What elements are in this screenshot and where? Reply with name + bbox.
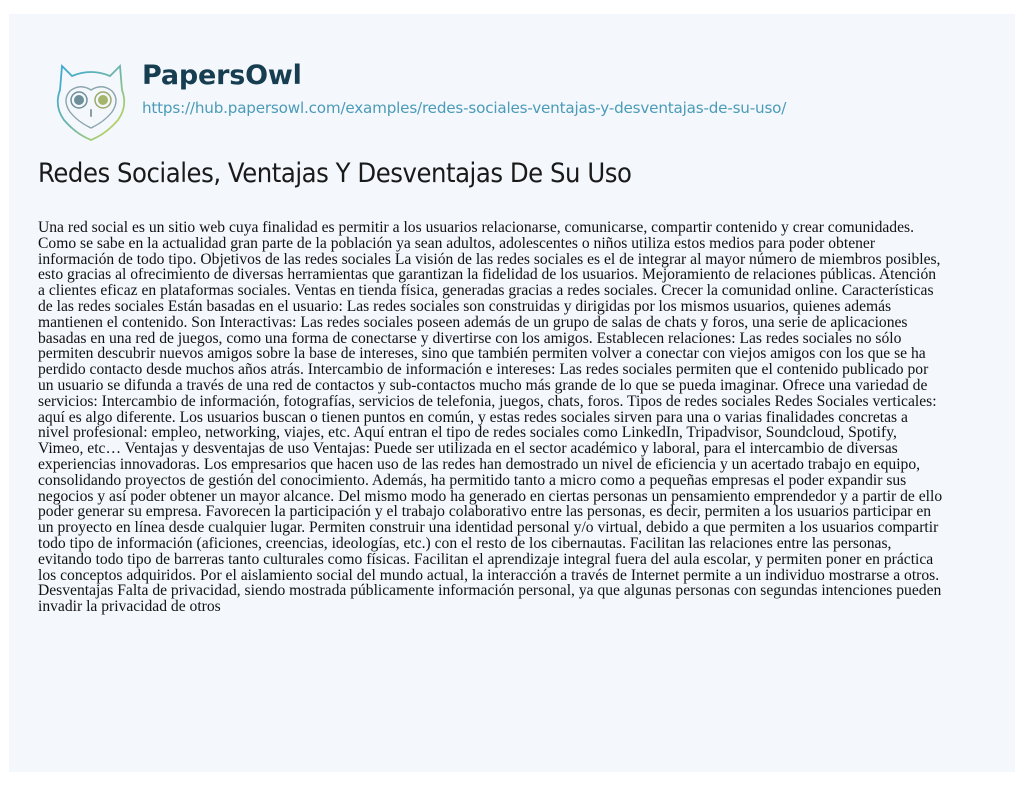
body-line: experiencias innovadoras. Los empresarios que hacen uso de las redes han demostrado un nivel de eficiencia y un acertado trabajo en equipo, (38, 455, 921, 473)
body-line: servicios: Intercambio de información, fotografías, servicios de telefonia, juegos, chats, foros. Tipos de redes sociales Redes Sociales verticales: (38, 392, 937, 410)
body-line: mantienen el contenido. Son Interactivas: Las redes sociales poseen además de un grupo de salas de chats y foros, una serie de aplicaciones (38, 313, 908, 331)
body-line: permiten descubrir nuevos amigos sobre la base de intereses, sino que también permiten volver a conectar con viejos amigos con los que se ha (38, 345, 926, 363)
document-body (38, 220, 998, 615)
body-line: poder generar su empresa. Favorecen la participación y el trabajo colaborativo entre las personas, es decir, permiten a los usuarios participar en (38, 503, 932, 521)
body-line: un proyecto en línea desde cualquier lugar. Permiten construir una identidad personal y/o virtual, debido a que permiten a los usuarios compartir (38, 519, 939, 537)
body-line: negocios y así poder obtener un mayor alcance. Del mismo modo ha generado en ciertas personas un pensamiento emprendedor y a partir de ello (38, 487, 943, 505)
body-line: consolidando proyectos de gestión del conocimiento. Además, ha permitido tanto a micro como a pequeñas empresas el poder expandir sus (38, 471, 907, 489)
body-line: los conceptos adquiridos. Por el aislamiento social del mundo actual, la interacción a través de Internet permite a un individuo mostrarse a otros. (38, 566, 940, 584)
body-line: de las redes sociales Están basadas en el usuario: Las redes sociales son construidas y dirigidas por los mismos usuarios, quienes además (38, 297, 892, 315)
body-line: basadas en una red de juegos, como una forma de conectarse y divertirse con los amigos. Establecen relaciones: Las redes sociales no sólo (38, 329, 902, 347)
body-line: un usuario se difunda a través de una red de contactos y sub-contactos mucho más grande de lo que se pueda imaginar. Ofrece una variedad de (38, 376, 928, 394)
owl-logo-icon (48, 58, 134, 144)
body-line: esto gracias al ofrecimiento de diversas herramientas que garantizan la fidelidad de los usuarios. Mejoramiento de relaciones públicas. Atención (38, 266, 937, 284)
body-line: evitando todo tipo de barreras tanto culturales como físicas. Facilitan el aprendizaje integral fuera del aula escolar, y permiten poner en práctica (38, 550, 934, 568)
document-title: Redes Sociales, Ventajas Y Desventajas De Su Uso (38, 158, 632, 189)
brand-name: PapersOwl (142, 60, 302, 91)
body-line: a clientes eficaz en plataformas sociales. Ventas en tienda física, generadas gracias a redes sociales. Crecer la comunidad online. Características (38, 282, 934, 300)
body-line: invadir la privacidad de otros (38, 598, 221, 616)
site-header (38, 58, 938, 158)
body-line: todo tipo de información (aficiones, creencias, ideologías, etc.) con el resto de los cibernautas. Facilitan las relaciones entre las personas, (38, 534, 892, 552)
body-line: Como se sabe en la actualidad gran parte de la población ya sean adultos, adolescentes o niños utiliza estos medios para poder obtener (38, 234, 876, 252)
body-line: aquí es algo diferente. Los usuarios buscan o tienen puntos en común, y estas redes sociales sirven para una o varias finalidades concretas a (38, 408, 908, 426)
body-line: información de todo tipo. Objetivos de las redes sociales La visión de las redes sociales es el de integrar al mayor número de miembros posibles, (38, 250, 941, 268)
body-line: Vimeo, etc… Ventajas y desventajas de uso Ventajas: Puede ser utilizada en el sector académico y laboral, para el intercambio de diversas (38, 440, 898, 458)
page-url-link[interactable]: https://hub.papersowl.com/examples/redes-sociales-ventajas-y-desventajas-de-su-uso/ (142, 99, 787, 117)
body-line: perdido contacto desde muchos años atrás. Intercambio de información e intereses: Las redes sociales permiten que el contenido publicado por (38, 361, 929, 379)
body-line: Desventajas Falta de privacidad, siendo mostrada públicamente información personal, ya que algunas personas con segundas intenciones pueden (38, 582, 942, 600)
body-line: Una red social es un sitio web cuya finalidad es permitir a los usuarios relacionarse, comunicarse, compartir contenido y crear comunidades. (38, 219, 914, 236)
body-line: nivel profesional: empleo, networking, viajes, etc. Aquí entran el tipo de redes sociales como LinkedIn, Tripadvisor, Soundcloud, Spotify, (38, 424, 897, 442)
